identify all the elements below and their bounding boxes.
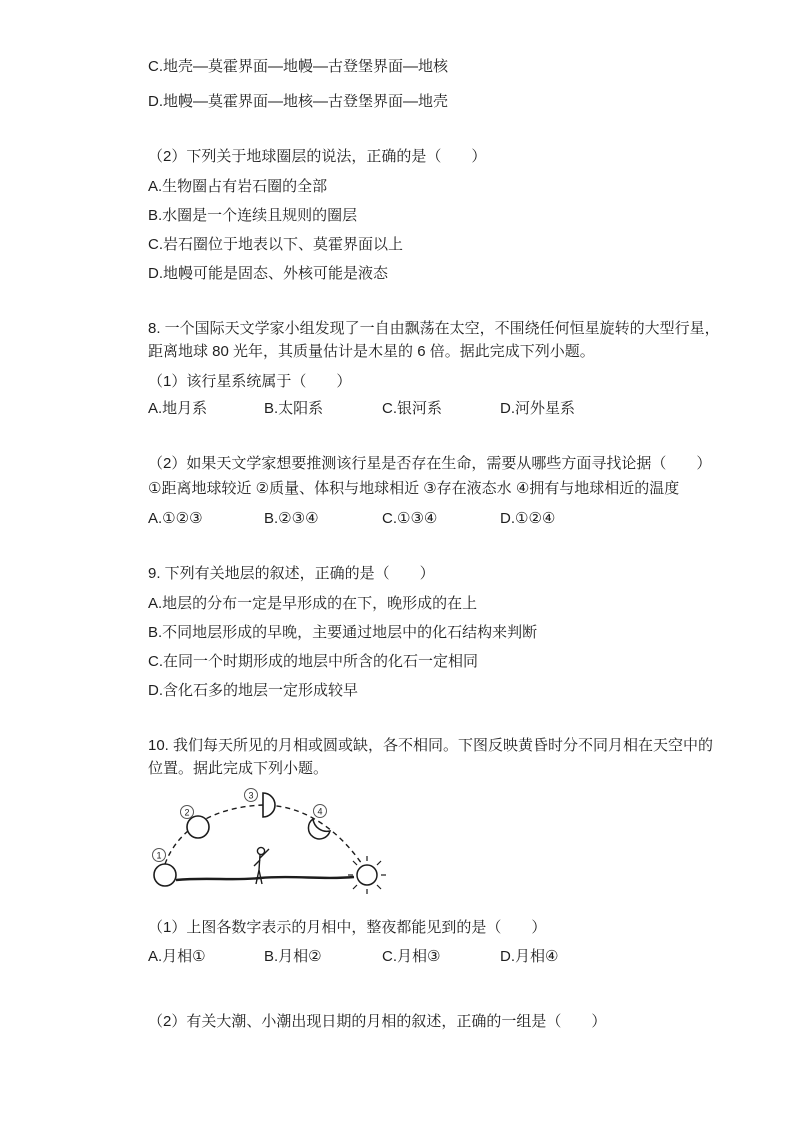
q8-sub1-option-b: B.太阳系 — [264, 400, 324, 417]
q7-option-d: D.地幔—莫霍界面—地核—古登堡界面—地壳 — [148, 93, 449, 110]
q8-sub2-clues: ①距离地球较近 ②质量、体积与地球相近 ③存在液态水 ④拥有与地球相近的温度 — [148, 480, 680, 497]
q8-sub2-option-d: D.①②④ — [500, 510, 556, 527]
q7-option-c: C.地壳—莫霍界面—地幔—古登堡界面—地核 — [148, 58, 449, 75]
q10-sub1-option-a: A.月相① — [148, 948, 206, 965]
q7-sub2-option-a: A.生物圈占有岩石圈的全部 — [148, 178, 328, 195]
document-body — [148, 55, 728, 1033]
q8-sub2-option-a: A.①②③ — [148, 510, 203, 527]
q9-stem: 9. 下列有关地层的叙述，正确的是（ ） — [148, 565, 435, 582]
sun-icon — [348, 856, 386, 894]
q8-sub1-options-row — [148, 397, 728, 420]
q9-option-d: D.含化石多的地层一定形成较早 — [148, 682, 359, 699]
label-1: 1 — [156, 850, 162, 861]
q10-sub1-options-row — [148, 945, 728, 968]
label-4: 4 — [317, 806, 323, 817]
q7-sub2-option-c: C.岩石圈位于地表以下、莫霍界面以上 — [148, 236, 404, 253]
q8-sub1-stem: （1）该行星系统属于（ ） — [148, 373, 352, 390]
horizon-line — [176, 877, 354, 880]
q8-sub2-option-b: B.②③④ — [264, 510, 319, 527]
gibbous-moon-icon — [187, 816, 209, 838]
q8-sub2-options-row — [148, 507, 728, 530]
full-moon-icon — [154, 864, 176, 886]
moon-phase-figure — [148, 787, 396, 904]
q10-sub1-option-d: D.月相④ — [500, 948, 559, 965]
q8-stem: 8. 一个国际天文学家小组发现了一自由飘荡在太空，不围绕任何恒星旋转的大型行星，距离地球 80 光年，其质量估计是木星的 6 倍。据此完成下列小题。 — [148, 320, 720, 360]
label-3: 3 — [248, 790, 254, 801]
q9-option-b: B.不同地层形成的早晚，主要通过地层中的化石结构来判断 — [148, 624, 538, 641]
q8-sub1-option-d: D.河外星系 — [500, 400, 576, 417]
q8-sub2-stem: （2）如果天文学家想要推测该行星是否存在生命，需要从哪些方面寻找论据（ ） — [148, 455, 712, 472]
q8-sub1-option-a: A.地月系 — [148, 400, 208, 417]
q10-sub1-stem: （1）上图各数字表示的月相中，整夜都能见到的是（ ） — [148, 919, 547, 936]
q7-sub2-option-b: B.水圈是一个连续且规则的圈层 — [148, 207, 358, 224]
q7-sub2-option-d: D.地幔可能是固态、外核可能是液态 — [148, 265, 389, 282]
moon-phase-diagram — [148, 787, 396, 897]
q10-stem: 10. 我们每天所见的月相或圆或缺，各不相同。下图反映黄昏时分不同月相在天空中的位置。据此完成下列小题。 — [148, 737, 714, 777]
q9-option-c: C.在同一个时期形成的地层中所含的化石一定相同 — [148, 653, 479, 670]
label-2: 2 — [184, 807, 190, 818]
q9-option-a: A.地层的分布一定是早形成的在下，晚形成的在上 — [148, 595, 478, 612]
q8-sub1-option-c: C.银河系 — [382, 400, 443, 417]
quarter-moon-icon — [263, 793, 275, 817]
q7-sub2-stem: （2）下列关于地球圈层的说法，正确的是（ ） — [148, 148, 487, 165]
q10-sub1-option-c: C.月相③ — [382, 948, 441, 965]
q10-sub2-stem: （2）有关大潮、小潮出现日期的月相的叙述，正确的一组是（ ） — [148, 1013, 607, 1030]
q8-sub2-option-c: C.①③④ — [382, 510, 438, 527]
q10-sub1-option-b: B.月相② — [264, 948, 322, 965]
